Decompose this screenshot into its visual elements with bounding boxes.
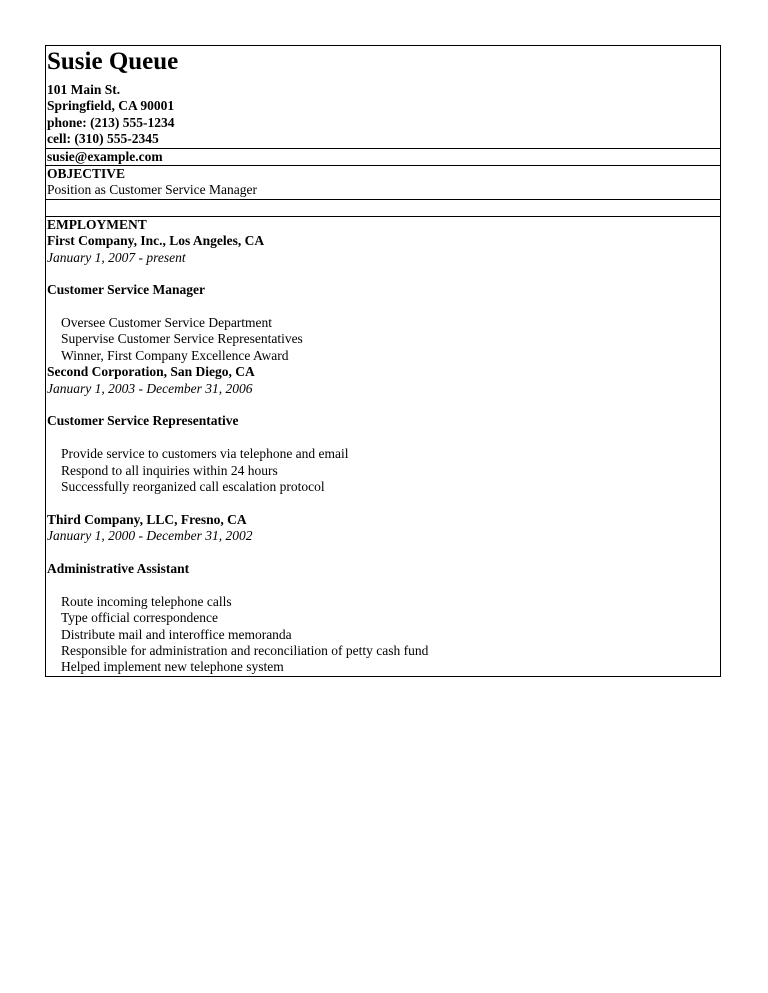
city-state-zip: Springfield, CA 90001 [47, 98, 175, 114]
email-row [46, 149, 720, 166]
employment-section [46, 217, 720, 676]
resume-name: Susie Queue [47, 48, 179, 75]
job-dates: January 1, 2000 - December 31, 2002 [47, 528, 253, 544]
blank-line [47, 577, 720, 593]
job-duty: Type official correspondence [61, 610, 218, 626]
job-duty: Supervise Customer Service Representatives [61, 331, 303, 347]
job-duty: Oversee Customer Service Department [61, 315, 273, 331]
phone-number: phone: (213) 555-1234 [47, 114, 175, 130]
job-title: Customer Service Manager [47, 282, 205, 298]
job-duty: Helped implement new telephone system [61, 659, 284, 675]
cell-number: cell: (310) 555-2345 [47, 131, 159, 147]
employment-heading: EMPLOYMENT [47, 216, 147, 232]
blank-line [47, 266, 720, 282]
contact-block [46, 46, 720, 149]
objective-text: Position as Customer Service Manager [47, 182, 257, 198]
blank-line [47, 545, 720, 561]
job-duty: Respond to all inquiries within 24 hours [61, 462, 278, 478]
job-title: Customer Service Representative [47, 413, 239, 429]
blank-line [47, 495, 720, 511]
resume-sheet [45, 45, 721, 677]
job-company: First Company, Inc., Los Angeles, CA [47, 233, 265, 249]
job-duty: Responsible for administration and reconciliation of petty cash fund [61, 642, 429, 658]
objective-heading: OBJECTIVE [47, 165, 126, 181]
blank-line [47, 397, 720, 413]
job-duty: Distribute mail and interoffice memoranda [61, 626, 292, 642]
job-company: Third Company, LLC, Fresno, CA [47, 511, 247, 527]
job-dates: January 1, 2007 - present [47, 249, 186, 265]
job-duty: Provide service to customers via telephone and email [61, 446, 349, 462]
street-address: 101 Main St. [47, 82, 121, 97]
objective-section [46, 166, 720, 200]
job-dates: January 1, 2003 - December 31, 2006 [47, 380, 253, 396]
job-title: Administrative Assistant [47, 560, 190, 576]
blank-line [47, 299, 720, 315]
job-company: Second Corporation, San Diego, CA [47, 364, 255, 380]
email-address: susie@example.com [47, 148, 163, 164]
blank-line [47, 430, 720, 446]
job-duty: Winner, First Company Excellence Award [61, 347, 289, 363]
job-duty: Route incoming telephone calls [61, 593, 232, 609]
spacer-row [46, 200, 720, 217]
job-duty: Successfully reorganized call escalation protocol [61, 478, 325, 494]
